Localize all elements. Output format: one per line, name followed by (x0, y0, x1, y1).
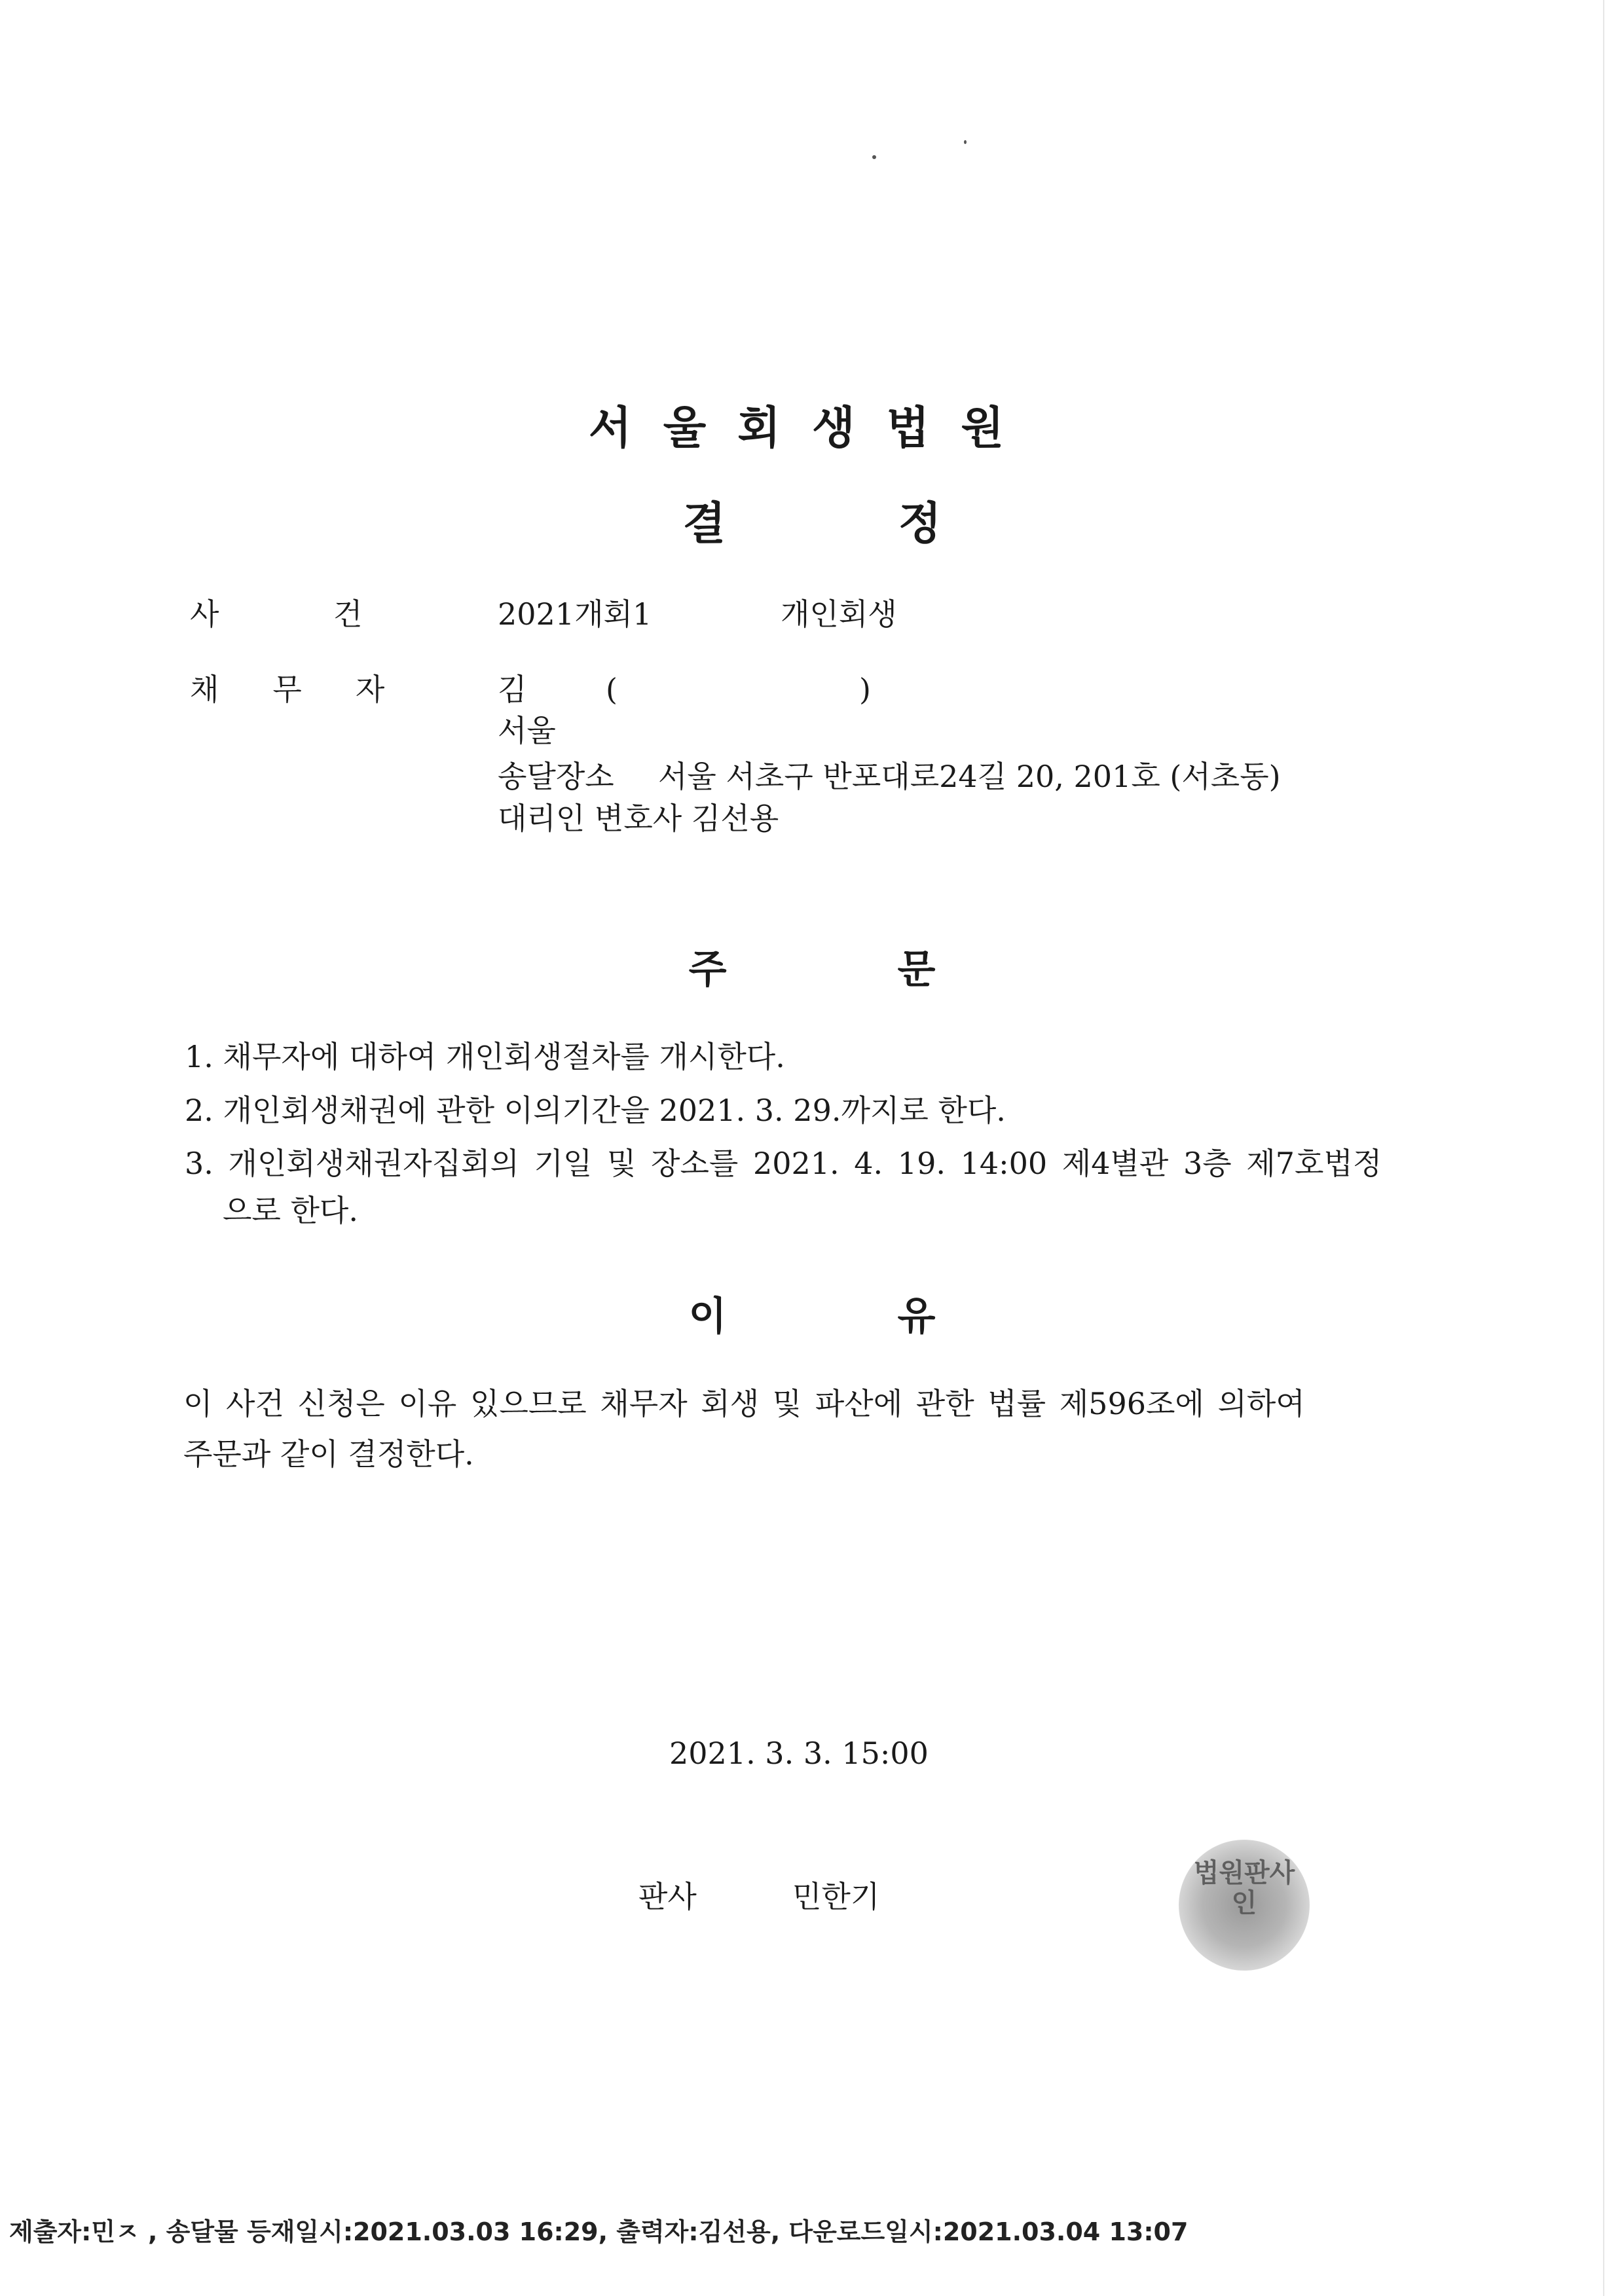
case-type: 개인회생 (781, 596, 897, 632)
judge-title: 판사 (638, 1879, 697, 1914)
debtor-label: 채무자 (190, 672, 439, 707)
scan-edge (1603, 0, 1604, 2296)
judge-name: 민한기 (792, 1879, 880, 1914)
scan-speck (872, 155, 876, 159)
judge-seal-stamp (1179, 1840, 1310, 1971)
footer-metadata: 제출자:민ㅈ , 송달물 등재일시:2021.03.03 16:29, 출력자:김선용, 다운로드일시:2021.03.04 13:07 (9, 2217, 1189, 2246)
order-item-3-continuation: 으로 한다. (223, 1193, 358, 1228)
reason-heading: 이 유 (688, 1294, 936, 1339)
document-title: 결 정 (682, 498, 942, 550)
agent-attorney: 대리인 변호사 김선용 (498, 801, 779, 836)
order-item-3: 3. 개인회생채권자집회의 기일 및 장소를 2021. 4. 19. 14:00 제4별관 3층 제7호법정 (185, 1146, 1382, 1181)
court-name: 서울회생법원 (588, 403, 1036, 454)
case-number: 2021개회1 (498, 596, 652, 632)
order-heading: 주 문 (688, 947, 936, 993)
debtor-paren-close: ) (859, 672, 871, 707)
decision-date: 2021. 3. 3. 15:00 (669, 1736, 929, 1771)
seal-text: 법원판사인 (1193, 1858, 1295, 1918)
service-place: 서울 서초구 반포대로24길 20, 201호 (서초동) (658, 759, 1281, 794)
reason-text-line1: 이 사건 신청은 이유 있으므로 채무자 회생 및 파산에 관한 법률 제596조에 의하여 (183, 1386, 1305, 1421)
reason-text-line2: 주문과 같이 결정한다. (183, 1436, 474, 1472)
debtor-name: 김 (498, 672, 527, 707)
order-item-2: 2. 개인회생채권에 관한 이의기간을 2021. 3. 29.까지로 한다. (185, 1093, 1006, 1128)
scan-speck (964, 140, 967, 144)
service-place-label: 송달장소 (498, 759, 614, 794)
debtor-paren-open: ( (606, 672, 618, 707)
order-item-1: 1. 채무자에 대하여 개인회생절차를 개시한다. (185, 1039, 785, 1074)
case-label: 사 건 (190, 596, 363, 632)
debtor-address: 서울 (498, 713, 556, 748)
